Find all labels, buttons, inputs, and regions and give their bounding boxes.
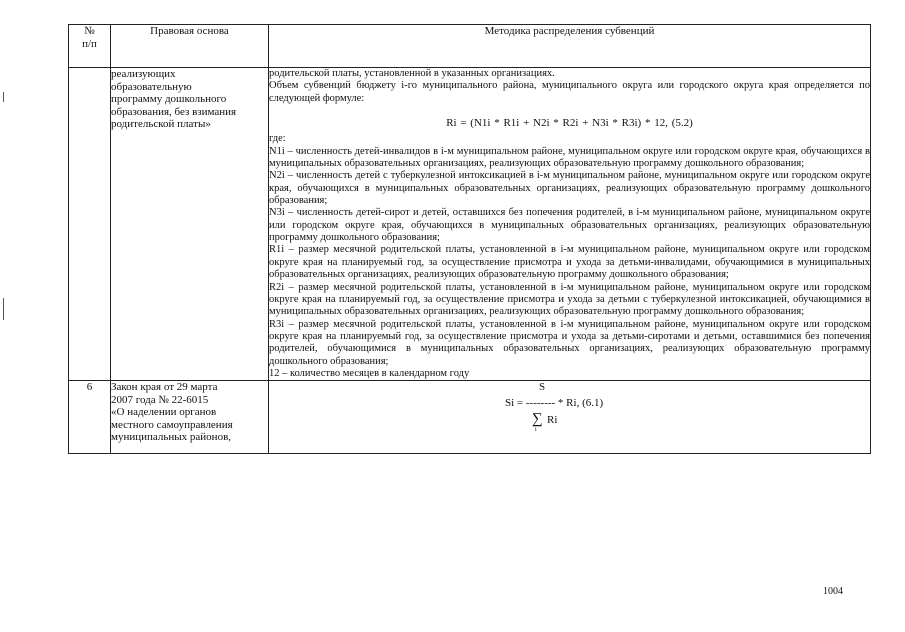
- sum-symbol: ∑: [532, 411, 543, 428]
- definition-n2i: N2i – численность детей с туберкулезной интоксикацией в i-м муниципальном районе, муниципальном округе или городском округе края, обучающихся в муниципальных образовательных организациях, реализующих образовательную программу дошкольного образования;: [269, 170, 870, 207]
- table-header-row: [69, 25, 871, 68]
- table-row-continued: [69, 68, 871, 381]
- legal-line: Закон края от 29 марта: [111, 381, 218, 394]
- legal-line: программу дошкольного: [111, 93, 227, 105]
- row-6-method: [269, 381, 871, 454]
- definition-r3i: R3i – размер месячной родительской платы, установленной в i-м муниципальном районе, муниципальном округе или городском округе края на планируемый год, за осуществление присмотра и ухода за детьми-сиротами и детьми, оставшимися без попечения родителей, обучающимися в муниципальных образовательных организациях, реализующих образовательную программу дошкольного образования;: [269, 318, 870, 367]
- formula-denominator: Ri: [547, 414, 558, 427]
- legal-line: 2007 года № 22-6015: [111, 393, 209, 406]
- header-number: [69, 25, 111, 68]
- page-number: 1004: [823, 586, 843, 597]
- row-6-number: 6: [69, 381, 111, 454]
- row-continued-number: [69, 68, 111, 381]
- definition-n3i: N3i – численность детей-сирот и детей, оставшихся без попечения родителей, в i-м муниципальном районе, муниципальном округе или городском округе края, обучающихся в муниципальных образовательных организациях, реализующих образовательную программу дошкольного образования;: [269, 207, 870, 244]
- header-method: Методика распределения субвенций: [269, 25, 871, 68]
- legal-line: родительской платы»: [111, 118, 211, 130]
- row-continued-method: [269, 68, 871, 381]
- legal-line: муниципальных районов,: [111, 431, 232, 444]
- method-paragraph: Объем субвенций бюджету i-го муниципального района, муниципального округа или городского округа края определяется по следующей формуле:: [269, 80, 870, 104]
- formula-5-2: Ri = (N1i * R1i + N2i * R2i + N3i * R3i) * 12, (5.2): [446, 117, 693, 130]
- table-row-6: [69, 381, 871, 454]
- definition-n1i: N1i – численность детей-инвалидов в i-м муниципальном районе, муниципальном округе или городском округе края, обучающихся в муниципальных образовательных организациях, реализующих образовательную программу дошкольного образования;: [269, 145, 870, 170]
- scan-edge-mark-bottom: [3, 298, 4, 320]
- definition-r1i: R1i – размер месячной родительской платы, установленной в i-м муниципальном районе, муниципальном округе или городском округе края на планируемый год, за осуществление присмотра и ухода за детьми-инвалидами, обучающимися в муниципальных образовательных организациях, реализующих образовательную программу дошкольного образования;: [269, 244, 870, 281]
- header-number-line2: п/п: [82, 38, 97, 50]
- formula-6-1: [269, 381, 870, 453]
- scan-edge-mark-top: [3, 92, 4, 102]
- formula-left: Si = -------- * Ri, (6.1): [505, 397, 604, 410]
- header-legal-basis: Правовая основа: [111, 25, 269, 68]
- formula-numerator: S: [539, 381, 546, 394]
- legal-line: «О наделении органов: [111, 406, 217, 419]
- definition-months: 12 – количество месяцев в календарном году: [269, 367, 470, 379]
- subvention-table: [68, 24, 871, 454]
- row-continued-legal-basis: [111, 68, 269, 381]
- legal-line: образовательную: [111, 80, 192, 93]
- where-label: где:: [269, 133, 286, 145]
- method-paragraph: родительской платы, установленной в указанных организациях.: [269, 68, 555, 79]
- sum-index: i: [535, 427, 537, 434]
- definition-r2i: R2i – размер месячной родительской платы, установленной в i-м муниципальном районе, муниципальном округе или городском округе края на планируемый год, за осуществление присмотра и ухода за детьми с туберкулезной интоксикацией, обучающимися в муниципальных образовательных организациях, реализующих образовательную программу дошкольного образования;: [269, 281, 870, 318]
- legal-line: образования, без взимания: [111, 105, 237, 118]
- header-number-line1: №: [84, 25, 95, 37]
- row-6-legal-basis: [111, 381, 269, 454]
- legal-line: местного самоуправления: [111, 418, 233, 431]
- legal-line: реализующих: [111, 68, 176, 80]
